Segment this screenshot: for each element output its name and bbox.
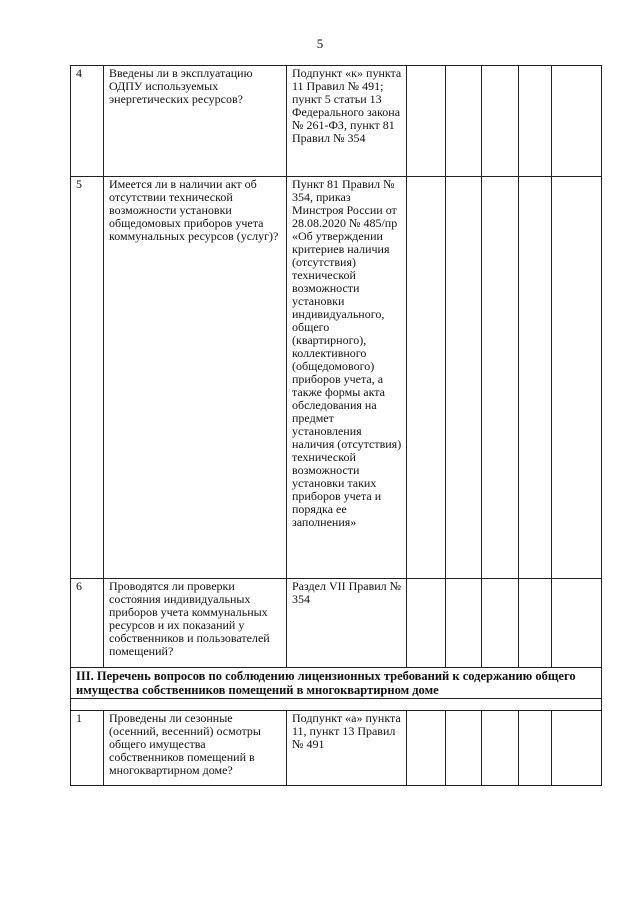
- note-cell: [552, 579, 602, 668]
- row-number: 5: [71, 177, 104, 579]
- answer-cell-na: [482, 177, 519, 579]
- section-header-row: [71, 668, 602, 699]
- table-row: [71, 177, 602, 579]
- note-cell: [552, 711, 602, 786]
- table-row: [71, 579, 602, 668]
- table-row: [71, 711, 602, 786]
- answer-cell-na: [482, 66, 519, 177]
- row-number: 4: [71, 66, 104, 177]
- row-reference: Пункт 81 Правил № 354, приказ Минстроя России от 28.08.2020 № 485/пр «Об утверждении критериев наличия (отсутствия) технической возможности установки индивидуального, общего (квартирного), коллективного (общедомового) приборов учета, а также формы акта обследования на предмет установления наличия (отсутствия) технической возможности установки таких приборов учета и порядка ее заполнения»: [287, 177, 407, 579]
- row-reference: Раздел VII Правил № 354: [287, 579, 407, 668]
- answer-cell-extra: [519, 177, 552, 579]
- table-row: [71, 66, 602, 177]
- answer-cell-na: [482, 711, 519, 786]
- answer-cell-no: [446, 579, 482, 668]
- row-number: 6: [71, 579, 104, 668]
- spacer-row: [71, 699, 602, 711]
- section-title: III. Перечень вопросов по соблюдению лицензионных требований к содержанию общего имущества собственников помещений в многоквартирном доме: [71, 668, 602, 699]
- row-question: Введены ли в эксплуатацию ОДПУ используемых энергетических ресурсов?: [104, 66, 287, 177]
- answer-cell-yes: [407, 579, 446, 668]
- row-reference: Подпункт «а» пункта 11, пункт 13 Правил № 491: [287, 711, 407, 786]
- answer-cell-no: [446, 711, 482, 786]
- row-question: Проведены ли сезонные (осенний, весенний) осмотры общего имущества собственников помещений в многоквартирном доме?: [104, 711, 287, 786]
- answer-cell-no: [446, 177, 482, 579]
- checklist-table: [70, 65, 602, 786]
- row-reference: Подпункт «к» пункта 11 Правил № 491; пункт 5 статьи 13 Федерального закона № 261-ФЗ, пункт 81 Правил № 354: [287, 66, 407, 177]
- row-number: 1: [71, 711, 104, 786]
- answer-cell-yes: [407, 66, 446, 177]
- page-number: 5: [316, 36, 324, 51]
- answer-cell-no: [446, 66, 482, 177]
- row-question: Проводятся ли проверки состояния индивидуальных приборов учета коммунальных ресурсов и их показаний у собственников и пользователей помещений?: [104, 579, 287, 668]
- note-cell: [552, 177, 602, 579]
- row-question: Имеется ли в наличии акт об отсутствии технической возможности установки общедомовых приборов учета коммунальных ресурсов (услуг)?: [104, 177, 287, 579]
- answer-cell-extra: [519, 579, 552, 668]
- spacer-cell: [71, 699, 602, 711]
- answer-cell-yes: [407, 711, 446, 786]
- note-cell: [552, 66, 602, 177]
- answer-cell-extra: [519, 711, 552, 786]
- answer-cell-extra: [519, 66, 552, 177]
- answer-cell-na: [482, 579, 519, 668]
- answer-cell-yes: [407, 177, 446, 579]
